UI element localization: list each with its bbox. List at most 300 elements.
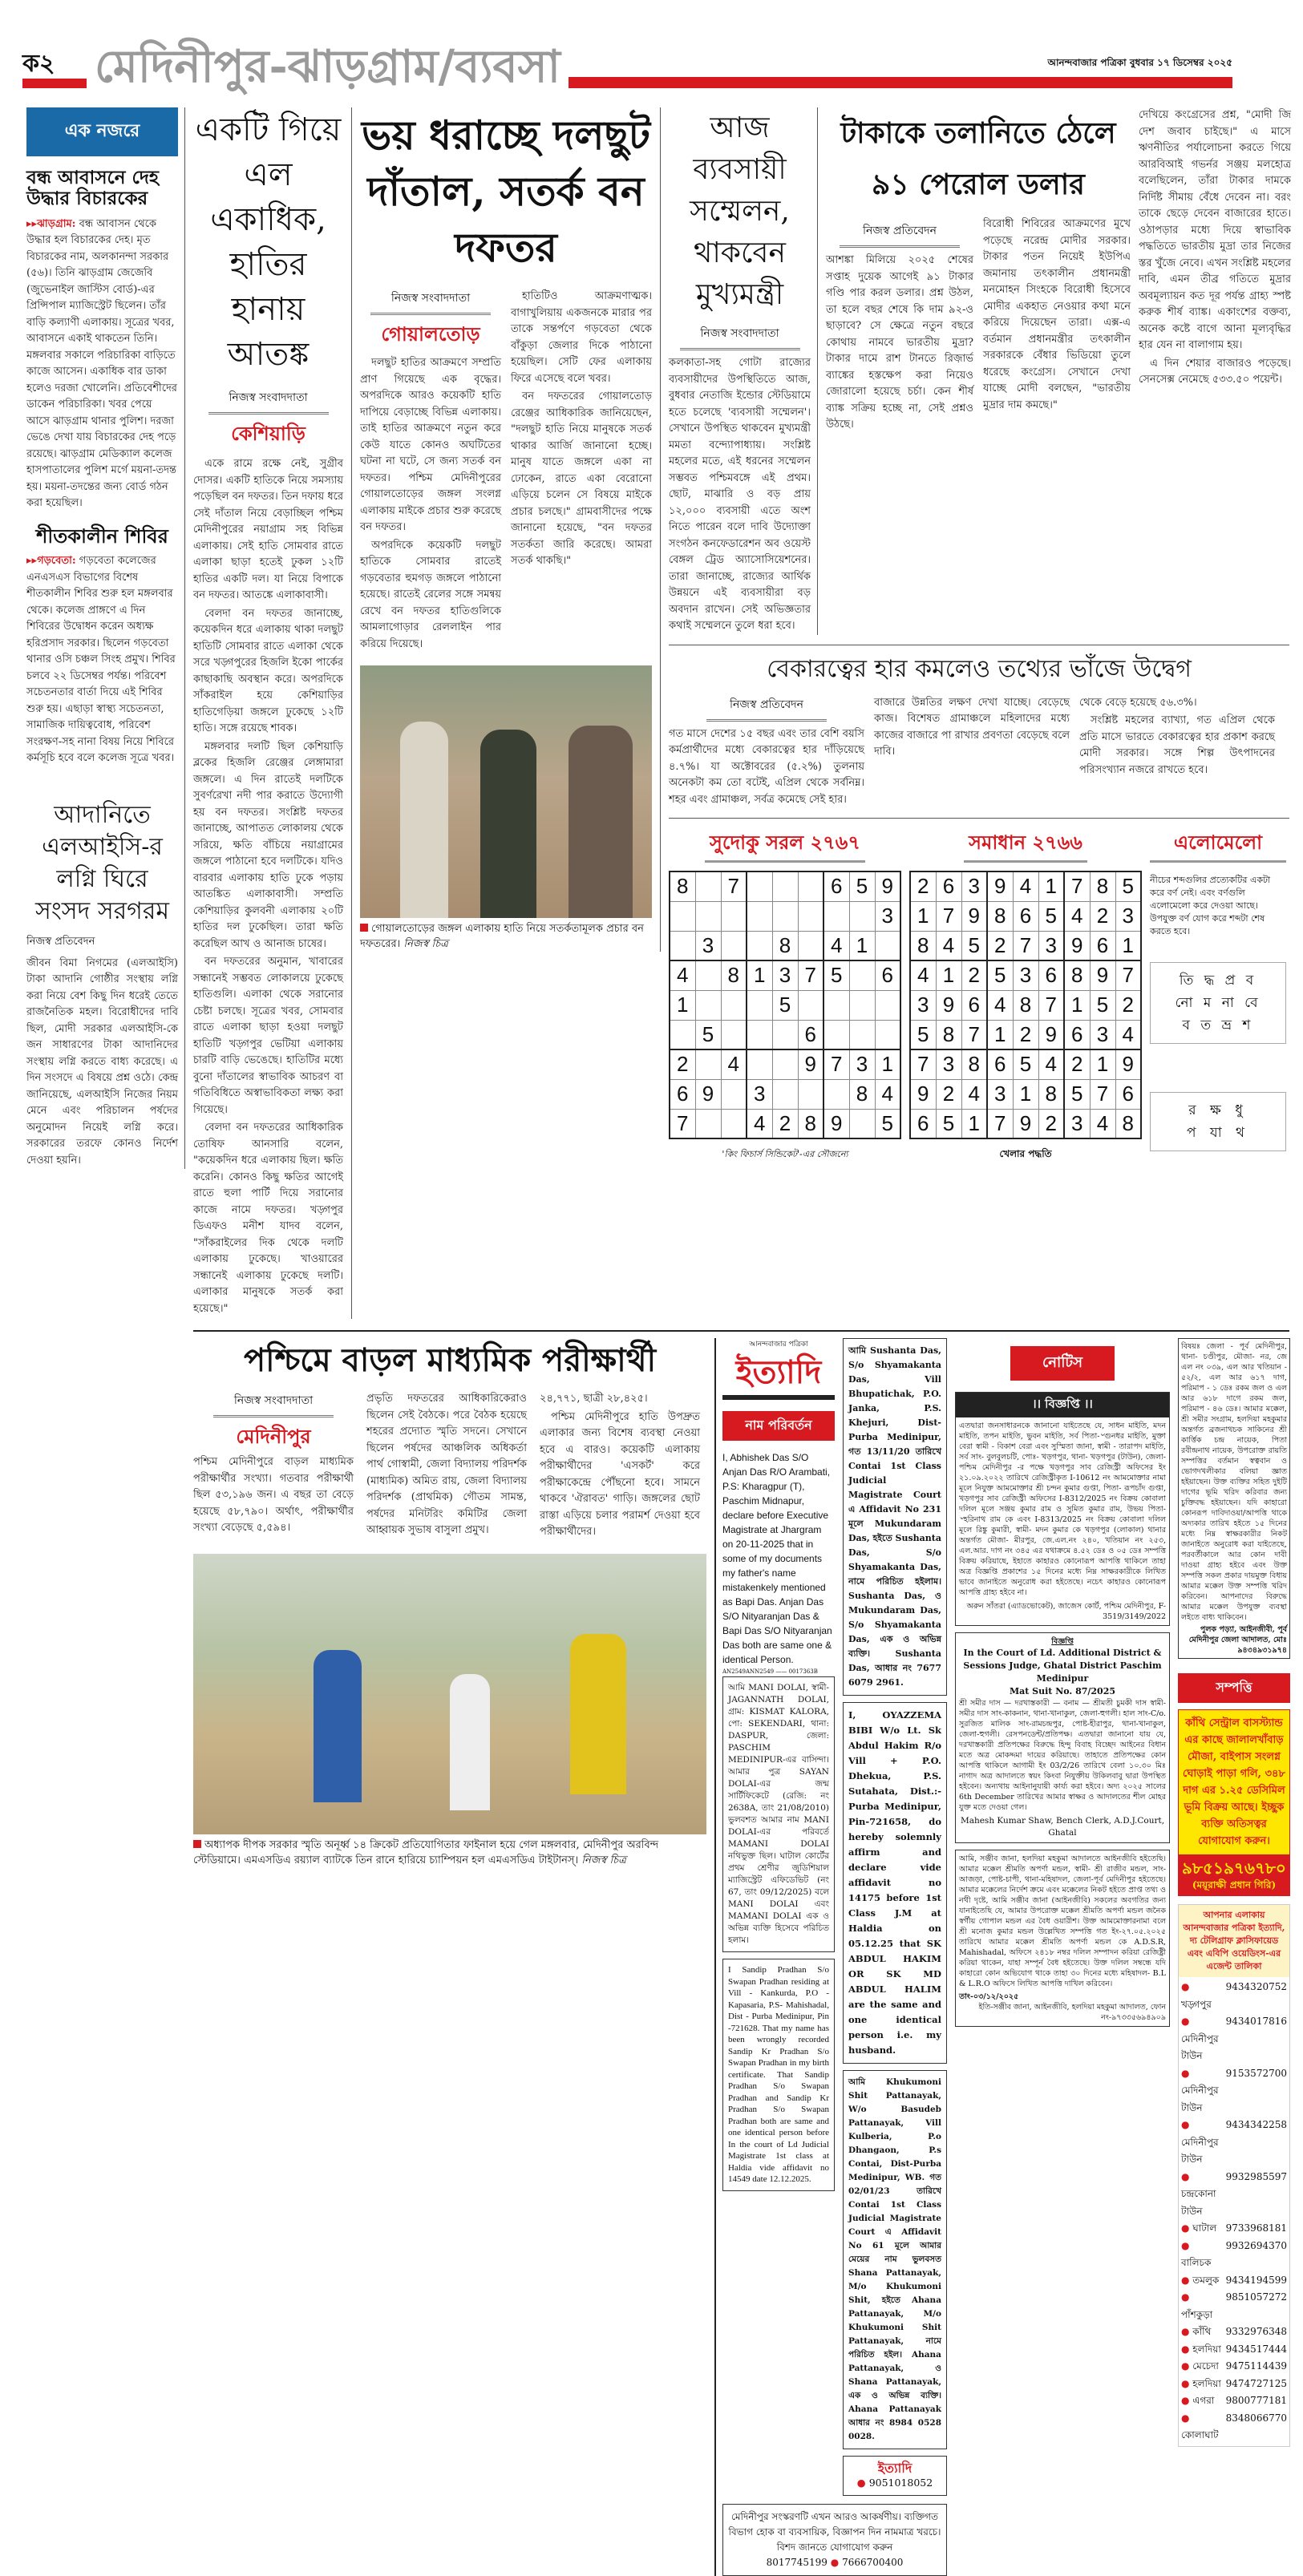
sudoku-cell: 6 — [875, 960, 900, 990]
sudoku-cell[interactable] — [747, 1049, 772, 1079]
sudoku-cell: 8 — [721, 960, 747, 990]
ityadi-contact: ইত্যাদি ● 9051018052 — [843, 2456, 947, 2496]
exam-story — [193, 1391, 706, 1543]
lawyer-notice — [955, 1850, 1170, 2027]
section-title: মেদিনীপুর-ঝাড়গ্রাম/ব্যবসা — [95, 40, 560, 93]
sudoku-cell[interactable] — [772, 871, 798, 901]
sudoku-cell[interactable] — [772, 901, 798, 931]
sudoku-cell[interactable] — [849, 1020, 875, 1049]
agent-place: ● কাঁথি — [1181, 2326, 1212, 2337]
sudoku-cell: 7 — [1115, 960, 1141, 990]
sudoku-row — [670, 1020, 900, 1049]
agent-place: ● মেদিনীপুর টাউন — [1181, 2016, 1219, 2061]
sudoku-cell[interactable] — [823, 901, 849, 931]
agent-phone: 9434194599 — [1225, 2274, 1287, 2286]
sudoku-cell: 1 — [1064, 990, 1090, 1020]
agent-row — [1181, 2341, 1287, 2359]
brand-name: ইত্যাদি — [877, 2461, 913, 2476]
sudoku-row — [670, 931, 900, 960]
sudoku-cell: 2 — [1013, 1020, 1038, 1049]
puzzle-line: ব ত ভ্র শ — [1182, 1017, 1254, 1033]
sudoku-cell: 8 — [1038, 1079, 1064, 1109]
sudoku-cell: 8 — [1115, 1109, 1141, 1138]
elomelo-puzzle-1 — [1150, 962, 1286, 1044]
sudoku-cell[interactable] — [747, 871, 772, 901]
sudoku-cell: 6 — [1090, 931, 1115, 960]
agent-phone: 9434342258 — [1225, 2119, 1287, 2130]
header-right — [569, 56, 1232, 95]
header-red-bar — [569, 77, 1232, 88]
sudoku-cell[interactable] — [721, 990, 747, 1020]
sudoku-cell: 5 — [1038, 901, 1064, 931]
sudoku-cell: 7 — [823, 1049, 849, 1079]
sudoku-cell: 1 — [849, 931, 875, 960]
sudoku-row — [910, 901, 1141, 931]
agent-row — [1181, 2065, 1287, 2117]
notice-label: নোটিস — [1010, 1346, 1115, 1381]
agent-place: ● মেদিনীপুর টাউন — [1181, 2119, 1219, 2165]
bottom-row — [193, 1330, 1289, 2576]
elomelo-title: এলোমেলো — [1150, 828, 1286, 863]
agent-place: ● মেচেদা — [1181, 2360, 1219, 2372]
agent-row — [1181, 2169, 1287, 2221]
sudoku-cell[interactable] — [747, 931, 772, 960]
classified-ad: আমি MANI DOLAI, স্বামী- JAGANNATH DOLAI, গ্রাম: KISMAT KALORA, পো: SEKENDARI, থানা: DASPUR, জেলা: PASCHIM MEDINIPUR-এর বাসিন্দা। আমার পুত্র SAYAN DOLAI-এর জন্ম সার্টিফিকেটে (রেজি: নং 2638A, তাং 21/08/2010) ভুলবশত আমার নাম MANI DOLAI-এর পরিবর্তে MAMANI DOLAI নথিভুক্ত ছিল। ঘাটাল কোর্টের প্রথম শ্রেণীর জুডিশিয়াল ম্যাজিস্ট্রেট এফিডেভিট (নং 67, তাং 09/12/2025) বলে MANI DOLAI এবং MAMANI DOLAI এক ও অভিন্ন ব্যক্তি হিসেবে পরিচিত হলাম। — [722, 1676, 835, 1952]
sudoku-row — [910, 1020, 1141, 1049]
sudoku-cell: 2 — [670, 1049, 695, 1079]
sudoku-cell: 9 — [910, 1079, 936, 1109]
elephant-story-2 — [352, 107, 661, 952]
sudoku-cell[interactable] — [721, 901, 747, 931]
sudoku-rules-title: খেলার পদ্ধতি — [999, 1148, 1052, 1159]
sudoku-cell: 3 — [1064, 1109, 1090, 1138]
sudoku-cell: 8 — [910, 931, 936, 960]
brief-body: বন্ধ আবাসন থেকে উদ্ধার হল বিচারকের দেহ। মৃত বিচারকের নাম, অলকানন্দা সরকার (৫৬)। তিনি ঝাড়গ্রাম জেজেবি (জুভেনাইল জাস্টিস বোর্ড)-এর প্রিন্সিপাল ম্যাজিস্ট্রেট ছিলেন। তাঁর বাড়ি কল্যাণী এলাকায়। সূত্রের খবর, আবাসনে একাই থাকতেন তিনি। মঙ্গলবার সকালে পরিচারিকা বাড়িতে কাজে আসেন। একাধিক বার ডাকা হলেও দরজা খোলেনি। প্রতিবেশীদের ডাকেন পরিচারিকা। খবর পেয়ে আসে ঝাড়গ্রাম থানার পুলিশ। দরজা ভেঙে দেখা যায় বিচারকের দেহ পড়ে রয়েছে। ঝাড়গ্রাম মেডিক্যাল কলেজ হাসপাতালের পুলিশ মর্গে ময়না-তদন্ত হয়। ময়না-তদন্তের জন্য বোর্ড গঠন করা হয়েছিল। — [26, 217, 177, 510]
agent-place: ● এগরা — [1181, 2395, 1215, 2406]
sudoku-cell[interactable] — [875, 1020, 900, 1049]
right-block — [661, 107, 1289, 1163]
sudoku-row — [910, 990, 1141, 1020]
ad-code: AN2549ANN2549 —— 0017363B — [722, 1668, 818, 1675]
sudoku-cell: 1 — [670, 990, 695, 1020]
sudoku-cell[interactable] — [721, 931, 747, 960]
sudoku-credit: 'কিং ফিচার্স সিন্ডিকেট'-এর সৌজন্যে — [722, 1149, 848, 1159]
place-name: মেদিনীপুর — [236, 1425, 311, 1448]
player-figure — [314, 1650, 362, 1802]
sudoku-cell: 7 — [721, 871, 747, 901]
paragraph: বেলদা বন দফতরের আধিকারিক তোষিফ আনসারি বলেন, "কয়েকদিন ধরে এলাকায় ছিল। ক্ষতি করেনি। কোনও কিছু ক্ষতির আগেই রাতে হুলা পার্টি দিয়ে সরানোর কাজে নামে দফতর। খড়্গপুর ডিএফও মনীশ যাদব বলেন, "সাঁকরাইলের দিক থেকে দলটি এলাকায় ঢুকেছে। খাওয়ারের সন্ধানেই এলাকায় ঢুকেছে দলটি। এলাকার মানুষকে সতর্ক করা হয়েছে।" — [193, 1122, 343, 1315]
sudoku-cell: 3 — [961, 871, 987, 901]
agent-row — [1181, 2376, 1287, 2393]
puzzles-row — [669, 818, 1289, 1163]
photo-caption: গোয়ালতোড়ের জঙ্গল এলাকায় হাতি নিয়ে সতর্কতামূলক প্রচার বন দফতরের। নিজস্ব চিত্র — [360, 923, 644, 950]
sudoku-row — [910, 931, 1141, 960]
sudoku-cell: 8 — [849, 1079, 875, 1109]
sudoku-cell[interactable] — [772, 1079, 798, 1109]
agent-place: ● বালিচক — [1181, 2239, 1212, 2268]
place-name: কেশিয়াড়ি — [231, 422, 306, 445]
sudoku-row — [910, 960, 1141, 990]
sudoku-cell: 8 — [1013, 990, 1038, 1020]
agent-row — [1181, 2289, 1287, 2323]
sudoku-cell: 7 — [1013, 931, 1038, 960]
agents-box — [1178, 1904, 1290, 2447]
sudoku-cell: 3 — [1038, 931, 1064, 960]
sudoku-row — [670, 1109, 900, 1138]
agent-phone: 9800777181 — [1225, 2395, 1287, 2406]
sudoku-cell[interactable] — [670, 901, 695, 931]
agent-place: ● কোলাঘাট — [1181, 2412, 1219, 2441]
promo-phone: 8017745199 — [766, 2557, 828, 2568]
sudoku-cell: 4 — [1013, 871, 1038, 901]
sudoku-cell: 9 — [936, 990, 961, 1020]
sudoku-cell[interactable] — [798, 901, 823, 931]
elomelo-puzzle-2 — [1150, 1092, 1286, 1151]
sudoku-cell[interactable] — [875, 931, 900, 960]
sudoku-cell: 9 — [987, 871, 1013, 901]
agents-list — [1179, 1977, 1289, 2446]
sudoku-cell: 6 — [798, 1020, 823, 1049]
ek-nojore-column — [26, 107, 185, 1169]
sudoku-row — [670, 871, 900, 901]
lead-headline: ভয় ধরাচ্ছে দলছুট দাঁতাল, সতর্ক বন দফতর — [361, 111, 651, 271]
sudoku-cell[interactable] — [849, 960, 875, 990]
sudoku-cell: 8 — [1090, 871, 1115, 901]
ityadi-column — [722, 1338, 835, 2191]
sudoku-cell[interactable] — [695, 990, 721, 1020]
brand-small: আনন্দবাজার পত্রিকা — [749, 1341, 808, 1349]
puzzle-line: র ক্ষ ধু — [1188, 1102, 1248, 1118]
sudoku-cell: 2 — [1115, 990, 1141, 1020]
paragraph: প্রভৃতি দফতরের আধিকারিকেরাও ছিলেন সেই বৈঠকে। পরে বৈঠক হয়েছে শহরের প্রদ্যোত স্মৃতি সদনে। সেখানে ছিলেন পর্ষদের আঞ্চলিক অধিকর্তা পার্থ গোস্বামী, জেলা বিদ্যালয় পরিদর্শক (মাধ্যমিক) অমিত রায়, জেলা বিদ্যালয় পরিদর্শক (প্রাথমিক) গৌতম সামন্ত, পর্ষদের মনিটরিং কমিটির জেলা আহ্বায়ক সুভাষ বাসুলা প্রমুখ। — [366, 1393, 527, 1536]
sudoku-cell[interactable] — [849, 990, 875, 1020]
sudoku-cell[interactable] — [721, 1079, 747, 1109]
agent-phone: 9851057272 — [1225, 2291, 1287, 2303]
sudoku-cell[interactable] — [695, 901, 721, 931]
sudoku-row — [910, 1109, 1141, 1138]
byline: নিজস্ব সংবাদদাতা — [370, 289, 491, 315]
sudoku-grid[interactable] — [669, 871, 901, 1139]
lic-body: জীবন বিমা নিগমের (এলআইসি) টাকা আদানি গোষ্ঠীর সংস্থায় লগ্নি করা নিয়ে বেশ কিছু দিন ধরেই তেতে রাজনৈতিক মহল। বিরোধীদের দাবি ছিল, মোদী সরকার এলআইসি-কে জন সাধারণের টাকা আদানিদের সংস্থায় লগ্নি করতে বাধ্য করেছে। এ দিন সংসদে এ বিষয়ে প্রশ্ন ওঠে। কেন্দ্র জানিয়েছে, এলআইসি নিজের নিয়ম মেনে এবং পরিচালন পর্ষদের অনুমোদন নিয়েই লগ্নি করে। সরকারের তরফে কোনও নির্দেশ দেওয়া হয়নি। — [26, 956, 178, 1167]
story-body: কলকাতা-সহ গোটা রাজ্যের ব্যবসায়ীদের উপস্থিতিতে আজ, বুধবার নেতাজি ইন্ডোর স্টেডিয়ামে হতে চলেছে 'ব্যবসায়ী সম্মেলন'। সেখানে উপস্থিত থাকবেন মুখ্যমন্ত্রী মমতা বন্দ্যোপাধ্যায়। সংশ্লিষ্ট মহলের মতে, এই ধরনের সম্মেলন সম্ভবত পশ্চিমবঙ্গে এই প্রথম। ছোট, মাঝারি ও বড় প্রায় ১২,০০০ ব্যবসায়ী এতে অংশ নিতে পারেন বলে দাবি উদ্যোক্তা সংগঠন কনফেডারেশন অব ওয়েস্ট বেঙ্গল ট্রেড অ্যাসোসিয়েশনের। তারা জানাচ্ছে, রাজ্যের আর্থিক উন্নয়নে এই ব্যবসায়ীরা বড় অবদান রাখেন। সেই অভিজ্ঞতার কথাই সম্মেলনে তুলে ধরা হবে। — [669, 357, 811, 632]
sudoku-cell: 4 — [721, 1049, 747, 1079]
brief-headline: বন্ধ আবাসনে দেহ উদ্ধার বিচারকের — [26, 167, 159, 210]
top-stories-row — [193, 107, 1289, 1319]
sudoku-cell: 7 — [1090, 1079, 1115, 1109]
player-figure — [450, 1674, 490, 1810]
right-ads-column — [1178, 1338, 1290, 2447]
sudoku-cell: 3 — [695, 931, 721, 960]
agent-row — [1181, 2410, 1287, 2445]
sudoku-cell: 9 — [1013, 1109, 1038, 1138]
sudoku-cell[interactable] — [823, 1079, 849, 1109]
sudoku-cell: 7 — [670, 1109, 695, 1138]
byline: নিজস্ব প্রতিবেদন — [840, 221, 960, 248]
sudoku-cell: 6 — [1064, 1020, 1090, 1049]
brief-headline: শীতকালীন শিবির — [36, 524, 168, 548]
sudoku-cell: 2 — [1090, 901, 1115, 931]
elomelo-instructions: নীচের শব্দগুলির প্রত্যেকটির একটা করে বর্ণ নেই। এবং বর্ণগুলি এলোমেলো করে দেওয়া আছে। উপযুক্ত বর্ণ যোগ করে শব্দটা শেষ করতে হবে। — [1150, 875, 1271, 936]
sudoku-cell[interactable] — [695, 1049, 721, 1079]
sudoku-cell[interactable] — [798, 871, 823, 901]
sudoku-solution-title: সমাধান ২৭৬৬ — [964, 828, 1087, 863]
sudoku-cell[interactable] — [747, 901, 772, 931]
rupee-story-continued — [1139, 107, 1291, 390]
agent-phone: 9932694370 — [1225, 2239, 1287, 2251]
sudoku-cell[interactable] — [695, 960, 721, 990]
sudoku-cell[interactable] — [670, 1020, 695, 1049]
agent-phone: 9153572700 — [1225, 2067, 1287, 2079]
agents-title: আপনার এলাকায় আনন্দবাজার পত্রিকা ইত্যাদি, দ্য টেলিগ্রাফ ক্লাসিফায়েড এবং এবিপি ওয়েডিংস-এর এজেন্ট তালিকা — [1179, 1905, 1289, 1977]
property-label: সম্পত্তি — [1178, 1673, 1290, 1703]
court-head: In the Court of Ld. Additional District & Sessions Judge, Ghatal District Paschim Medinipur — [963, 1648, 1162, 1684]
property-ad — [1178, 1709, 1290, 1896]
paragraph: সংশ্লিষ্ট মহলের ব্যাখ্যা, গত এপ্রিল থেকে প্রতি মাসে ভারতে বেকারত্বের হার প্রকাশ করছে মোদী সরকার। সঙ্গে শিল্প উৎপাদনের পরিসংখ্যান নজরে রাখতে হবে। — [1079, 714, 1275, 776]
dateline: ▸▸ঝাড়গ্রাম: — [26, 217, 76, 230]
brief-body: গড়বেতা কলেজের এনএসএস বিভাগের বিশেষ শীতকালীন শিবির শুরু হল মঙ্গলবার থেকে। কলেজ প্রাঙ্গণে এ দিন শিবিরের উদ্বোধন করেন অধ্যক্ষ হরিপ্রসাদ সরকার। ছিলেন গড়বেতা থানার ওসি চঞ্চল সিংহ প্রমুখ। শিবির চলবে ২২ ডিসেম্বর পর্যন্ত। পরিবেশ সচেতনতার বার্তা দিয়ে এই শিবির শুরু হয়। এছাড়া স্বাস্থ্য সচেতনতা, সামাজিক দায়িত্ববোধ, পরিবেশ সংরক্ষণ-সহ নানা বিষয় নিয়ে শিবিরে কর্মসূচি হবে বলে কলেজ সূত্রে খবর। — [26, 555, 176, 765]
sudoku-cell[interactable] — [721, 1109, 747, 1138]
sudoku-cell: 4 — [670, 960, 695, 990]
paragraph: দেখিয়ে কংগ্রেসের প্রশ্ন, "মোদী জি দেশ জবাব চাইছে।" এ মাসে ঋণনীতির পর্যালোচনা করতে গিয়ে আরবিআই গভর্নর সঞ্জয় মলহোত্র বলেছিলেন, তাঁরা টাকার দামকে নির্দিষ্ট সীমায় বেঁধে দেবেন না। বরং তাকে ছেড়ে দেবেন বাজারের হাতে। ওঠাপড়ার মধ্যে দিয়ে স্বাভাবিক পদ্ধতিতে ভারতীয় মুদ্রা তার নিজের স্তর খুঁজে নেবে। এখন সংশ্লিষ্ট মহলের দাবি, এমন তীব্র গতিতে মুদ্রার অবমূল্যায়ন কত দূর পর্যন্ত গ্রাহ্য স্পষ্ট করুক শীর্ষ ব্যাঙ্ক। একাংশের বক্তব্য, অনেক কষ্টে বাগে আনা মূল্যবৃদ্ধির হার যেন না বালাগাম হয়। — [1139, 109, 1291, 351]
sudoku-cell[interactable] — [747, 990, 772, 1020]
paragraph: পশ্চিম মেদিনীপুরে বাড়ল মাধ্যমিক পরীক্ষার্থীর সংখ্যা। গতবার পরীক্ষার্থী ছিল ৫৩,১৯৬ জন। এ বছর তা বেড়ে হয়েছে ৫৮,৭৯০। অর্থাৎ, পরীক্ষার্থীর সংখ্যা বেড়েছে ৫,৫৯৪। — [193, 1456, 354, 1534]
sudoku-cell: 6 — [961, 990, 987, 1020]
notice-signature: অরুন সাঁতরা (এ্যাডভোকেট), জাজেস কোর্ট, পশ্চিম মেদিনীপুর, F-3519/3149/2022 — [966, 1602, 1166, 1621]
sudoku-cell: 9 — [1090, 960, 1115, 990]
agent-place: ● তমলুক — [1181, 2274, 1220, 2286]
sudoku-cell: 8 — [670, 871, 695, 901]
sudoku-cell[interactable] — [798, 1079, 823, 1109]
agent-place: ● হলদিয়া — [1181, 2377, 1221, 2389]
sudoku-cell[interactable] — [823, 1020, 849, 1049]
sudoku-cell: 6 — [1038, 960, 1064, 990]
page-number: ক২ — [22, 50, 55, 78]
ek-nojore-label: এক নজরে — [26, 107, 178, 156]
agent-phone: 9475114439 — [1225, 2360, 1287, 2372]
sudoku-cell: 2 — [1038, 1109, 1064, 1138]
sudoku-cell: 5 — [875, 1109, 900, 1138]
sudoku-cell: 5 — [987, 960, 1013, 990]
paragraph: এ দিন শেয়ার বাজারও পড়েছে। সেনসেক্স নেমেছে ৫৩৩.৫০ পয়েন্ট। — [1139, 357, 1291, 386]
paragraph: থেকে বেড়ে হয়েছে ৫৬.৩%। — [1079, 696, 1197, 709]
sudoku-cell: 7 — [936, 901, 961, 931]
agent-row — [1181, 2323, 1287, 2341]
lawyer-body: আমি, সঞ্জীব জানা, হলদিয়া মহকুমা আদালতে আইনজীবি হইতেছি। আমার মক্কেল শ্রীমতি অপর্ণা মন্ডল, স্বামী- শ্রী রাজীব মন্ডল, সাং-আজড়া, পোষ্ট-চাপী, থানা-মহিষাদল, জেলা-পূর্ব মেদিনীপুর হইতেছে। আমার মক্কেলের নির্দেশ ক্রমে এবং মক্কেলের নিকট হইতে প্রাপ্ত তথ্য ও নথী দৃষ্টে, আমি সঞ্জীব জানা (আইনজীবি) সকলের অবগতির জন্য যানাইতেছি যে, আমার উপরোক্ত মক্কেল শ্রীমতি অপর্ণা মন্ডল জনৈক স্বর্গীয় গোপাল মন্ডল এর বৈধ ওয়ারীশ। উক্ত আমমোক্তারনামা বলে শ্রী মনোজ কুমার মন্ডল উল্লেখিত সম্পত্তি গত ইং-২৭.০৫.২০২৫ তারিখে আমার মক্কেল শ্রীমতি অপর্ণা মন্ডল কে A.D.S.R, Mahishadal, অফিসে ২৪১৮ নম্বর দলিল সম্পাদন করিয়া রেজিষ্ট্রী করিয়া থাকেন, যাহা সম্পূর্ন বৈধ হইতেছে। উক্ত দলিল সম্বন্ধে যদি কাহারো কোন অভিযোগ থাকে তাহা ৩০ দিনের মধ্যে মহিষাদল- B.L & L.R.O অফিসে লিখিত আপত্তি দাখিল করিবেন। — [959, 1854, 1166, 1988]
sudoku-cell: 5 — [1115, 871, 1141, 901]
classified-ad: I, OYAZZEMA BIBI W/o Lt. Sk Abdul Hakim R/o Vill + P.O. Dhekua, P.S. Sutahata, Dist.:- Purba Medinipur, Pin-721658, do hereby solemnly affirm and declare vide affidavit no 14175 before 1st Class J.M at Haldia on 05.12.25 that SK ABDUL HAKIM OR SK MD ABDUL HALIM are the same and one identical person i.e. my husband. — [843, 1702, 947, 2064]
agent-phone: 8348066770 — [1225, 2412, 1287, 2424]
agent-phone: 9474727125 — [1225, 2377, 1287, 2389]
promo-text: মেদিনীপুর সংস্করণটি এখন আরও আকর্ষণীয়। ব্যক্তিগত বিভাগ হোক বা ব্যবসায়িক, বিজ্ঞাপন দিন নামমাত্র খরচে। বিশদ জানতে যোগাযোগ করুন — [728, 2511, 941, 2553]
sudoku-cell: 8 — [772, 931, 798, 960]
sudoku-cell: 7 — [1038, 990, 1064, 1020]
cricket-photo — [193, 1554, 706, 1834]
story-headline: বেকারত্বের হার কমলেও তথ্যের ভাঁজে উদ্বেগ — [767, 654, 1192, 683]
sudoku-cell: 4 — [910, 960, 936, 990]
sudoku-cell: 1 — [1090, 1049, 1115, 1079]
paragraph: বন দফতরের গোয়ালতোড় রেঞ্জের আধিকারিক জানিয়েছেন, "দলছুট হাতি নিয়ে মানুষকে সতর্ক থাকার আর্জি জানানো হচ্ছে। মানুষ যাতে জঙ্গলে একা না ঢোকেন, রাতে একা বেরোনো এড়িয়ে চলেন সে বিষয়ে মাইকে প্রচার চলছে।" গ্রামবাসীদের পক্ষে জানানো হয়েছে, "বন দফতর সতর্কতা জারি করেছে। আমরা সতর্ক থাকছি।" — [511, 390, 652, 567]
sudoku-cell[interactable] — [721, 1020, 747, 1049]
promo-box: মেদিনীপুর সংস্করণটি এখন আরও আকর্ষণীয়। ব্যক্তিগত বিভাগ হোক বা ব্যবসায়িক, বিজ্ঞাপন দিন নামমাত্র খরচে। বিশদ জানতে যোগাযোগ করুন 8017745199 ● 7666700400 — [722, 2504, 947, 2576]
paragraph: আশঙ্কা মিলিয়ে ২০২৫ শেষের সপ্তাহ দুয়েক আগেই ৯১ টাকার গণ্ডি পার করল ডলার। প্রশ্ন উঠল, তা হলে বছর শেষে কি দাম ৯২-ও ছাড়াবে? সে ক্ষেত্রে নতুন বছরে কোথায় নামবে ভারতীয় মুদ্রা? টাকার দামে রাশ টানতে রিজ়ার্ভ ব্যাঙ্কের হস্তক্ষেপ করা নিয়েও জোরালো হয়েছে চর্চা। কেন শীর্ষ ব্যাঙ্ক সক্রিয় হচ্ছে না, সেই প্রশ্নও উঠছে। — [826, 254, 973, 431]
sudoku-cell[interactable] — [849, 901, 875, 931]
sudoku-row — [910, 1079, 1141, 1109]
sudoku-cell: 4 — [823, 931, 849, 960]
byline: নিজস্ব প্রতিবেদন — [26, 935, 95, 948]
sudoku-cell[interactable] — [772, 1020, 798, 1049]
sudoku-cell: 3 — [875, 901, 900, 931]
rupee-story — [826, 107, 1131, 434]
puzzle-line: তি দ্ধ প্র ব — [1179, 973, 1257, 989]
paragraph: হাতিটিও আক্রমণাত্মক। বাগাখুলিয়ায় একজনকে মারার পর তাকে সন্তর্পণে গড়বেতা থেকে বাঁকুড়া জেলার দিকে পাঠানো হয়েছিল। সেটি ফের এলাকায় ফিরে এসেছে বলে খবর। — [511, 290, 652, 385]
sudoku-cell: 9 — [1115, 1049, 1141, 1079]
sudoku-cell: 5 — [961, 931, 987, 960]
sudoku-row — [670, 990, 900, 1020]
sudoku-cell: 3 — [772, 960, 798, 990]
sudoku-cell: 5 — [823, 960, 849, 990]
puzzle-line: নো ম না বে — [1175, 995, 1261, 1011]
sudoku-cell[interactable] — [695, 871, 721, 901]
byline: নিজস্ব সংবাদদাতা — [213, 1391, 334, 1417]
sudoku-cell: 5 — [1013, 1049, 1038, 1079]
sudoku-cell: 8 — [961, 1049, 987, 1079]
sudoku-row — [670, 1079, 900, 1109]
sudoku-cell: 9 — [695, 1079, 721, 1109]
sudoku-cell: 2 — [936, 1079, 961, 1109]
ityadi-logo: ইত্যাদি — [722, 1350, 835, 1400]
page-header — [0, 0, 1303, 95]
sudoku-cell: 5 — [936, 1109, 961, 1138]
paragraph: দলছুট হাতির আক্রমণে সম্প্রতি প্রাণ গিয়েছে এক বৃদ্ধের। অপরদিকে আরও কয়েকটি হাতি দাপিয়ে বেড়াচ্ছে বিভিন্ন এলাকায়। তাই হাতির আক্রমণে নতুন করে কেউ যাতে কোনও অঘটিতের ঘটনা না ঘটে, সে জন্য সতর্ক বন দফতর। পশ্চিম মেদিনীপুরের গোয়ালতোড়ের জঙ্গল সংলগ্ন এলাকায় মাইকে প্রচার শুরু করেছে বন দফতর। — [360, 357, 501, 533]
land-notice-body: বিষয়ঃ জেলা - পূর্ব মেদিনীপুর, থানা- চণ্ডীপুর, মৌজা- নর, জে এল নং ০৩৯, এল আর খতিয়ান - ৫২/২, এল আর ৬১৭ দাগ, পরিমাপ - ১ ডেঃ রকম জল ও এল আর ৬১৮ দাগে রকম জল, পরিমাপ - ৪৬ ডেঃ। আমার মক্কেল, শ্রী সমীর সংগ্রাম, হলদিয়া মহকুমার অন্তর্গত ব্রজনাথচক সাকিনের শ্রী কার্ত্তিক চন্দ্র নায়েক, পিতা রবীন্দ্রনাথ নায়েক, উপরোক্ত রায়তি সম্পত্তির বর্তমান স্বত্ববান ও ভোগদখলীকার বলিয়া জ্ঞাত হইয়াছেন। উক্ত ব্যক্তির সহিত দুইটি দাগের ভূমি খরিদ করিবার জন্য চুক্তিবদ্ধ হইয়াছেন। যদি কাহারো কোনরূপ দাবিদাওয়া/আপত্তি থাকে অদ্যকার তারিখ হইতে ১৫ দিনের মধ্যে নিম্ন স্বাক্ষরকারীর নিকট জানাইতে অনুরোধ করা যাইতেছে, পরবর্তীকালে আর কোন দাবী দাওয়া গ্রাহ্য হইবে এবং উক্ত সম্পত্তি সকল প্রকার দায়মুক্ত বিধায় আমার মক্কেল উক্ত সম্পত্তি খরিদ করিবেন। আপনাদের বিরুদ্ধে আমার মক্কেল উপযুক্ত ব্যবস্থা লইতে বাধ্য থাকিবেন। — [1181, 1342, 1287, 1622]
sudoku-cell: 7 — [910, 1049, 936, 1079]
place-name: গোয়ালতোড় — [381, 322, 480, 346]
elephant-story-1 — [193, 107, 352, 1319]
sudoku-cell: 6 — [910, 1109, 936, 1138]
person-figure — [400, 722, 448, 918]
court-notice — [955, 1632, 1170, 1843]
story-headline: আজ ব্যবসায়ী সম্মেলন, থাকবেন মুখ্যমন্ত্রী — [690, 111, 790, 311]
sudoku-cell[interactable] — [772, 1049, 798, 1079]
sudoku-cell: 2 — [987, 931, 1013, 960]
court-suit: Mat Suit No. 87/2025 — [1009, 1686, 1116, 1696]
agent-place: ● ঘাটাল — [1181, 2222, 1217, 2234]
sudoku-cell: 9 — [823, 1109, 849, 1138]
byline: নিজস্ব সংবাদদাতা — [208, 388, 329, 415]
agent-phone: 9332976348 — [1225, 2326, 1287, 2337]
sudoku-cell: 2 — [1064, 1049, 1090, 1079]
sudoku-cell[interactable] — [798, 990, 823, 1020]
sudoku-cell: 9 — [1038, 1020, 1064, 1049]
dateline: ▸▸গড়বেতা: — [26, 555, 76, 568]
sudoku-cell[interactable] — [798, 931, 823, 960]
classified-ad: I Sandip Pradhan S/o Swapan Pradhan residing at Vill - Kankurda, P.O - Kapasaria, P.S- Mahishadal, Dist - Purba Medinipur, Pin -721628. That my name has been wrongly recorded Sandip Kr Pradhan S/o Swapan Pradhan in my birth certificate. That Sandip Pradhan S/o Swapan Pradhan and Sandip Kr Pradhan S/o Swapan Pradhan both are same and one identical person before In the court of Ld Judicial Magistrate 1st class at Haldia vide affidavit no 14549 date 12.12.2025. — [722, 1959, 835, 2191]
sudoku-cell: 4 — [1115, 1020, 1141, 1049]
paragraph: ২৪,৭৭১, ছাত্রী ২৮,৪২৫। — [540, 1393, 648, 1405]
main-area — [185, 107, 1289, 2576]
agent-place: ● হলদিয়া — [1181, 2343, 1221, 2355]
notice-body: এতদ্বারা জনসাধারনকে জানানো যাইতেছে যে, সাধন মাইতি, মদন মাইতি, তপন মাইতি, ভুবন মাইতি, সর্ব পিতা-৺গুনধর মাইতি, মুক্তা বেরা স্বামী - বিকাশ বেরা এবং সুস্মিতা জানা, স্বামী - তারাপদ মাইতি, সর্ব সাং- বুলবুলচটি, পোঃ- খড়গপুর, থানা- খড়গপুর (টাউন), জেলা- পশ্চিম মেদিনীপুর -র পক্ষে খড়গপুর সাব রেজিস্ট্রী অফিসের ইং ২১.০৯.২০২২ তারিখে রেজিস্ট্রীকৃত I-10612 নং আমমোক্তার নামা মূলে নিযুক্ত আমমোক্তার শ্রী চন্দন কুমার গুপ্তা, পিতা- রূপচাঁদ গুপ্তা, খড়গপুর সাব রেজিস্ট্রী অফিসের I-8312/2025 নং বিক্রয় কোবালা দলিল মূলে সঞ্জয় কুমার রাম ও সুমিত কুমার রাম, উভয় পিতা- ৺হরিনাথ রাম কে এবং I-8313/2025 নং বিক্রয় কোবালা দলিল মূলে রিঙ্কু কুমারী, স্বামী- মদন কুমার কে খড়গপুর (লোকাল) থানার অন্তর্গত মৌজা- মীরপুর, জে.এল.নং ২৪০, খতিয়ান নং ২৫৩, এল.আর. দাগ নং ৩৪৫ এর যথাক্রমে ৪.৫২ ডেঃ ও ০৫ ডেঃ সম্পত্তি বিক্রয় করিয়াছে, ইহাতে কাহারও কোনোরূপ আপত্তি থাকিলে তাহা অত্র বিজ্ঞপ্তি প্রকাশের ১৫ দিনের মধ্যে নিম্ন সাক্ষরকারীকে লিখিত ভাবে জানাইতে অনুরোধ করা হইতেছে। নচেৎ কাহারও কোনোরূপ আপত্তি গ্রাহ্য হইবে না। — [959, 1421, 1166, 1597]
person-figure — [569, 726, 633, 918]
sudoku-cell: 6 — [987, 1049, 1013, 1079]
sudoku-cell: 4 — [936, 931, 961, 960]
agent-row — [1181, 2220, 1287, 2238]
court-signature: Mahesh Kumar Shaw, Bench Clerk, A.D.J.Court, Ghatal — [960, 1816, 1165, 1838]
agent-place: ● চন্দ্রকোনা টাউন — [1181, 2170, 1216, 2217]
agent-row — [1181, 1979, 1287, 2013]
sudoku-row — [670, 901, 900, 931]
sudoku-cell: 8 — [936, 1020, 961, 1049]
paragraph: একে রামে রক্ষে নেই, সুগ্রীব দোসর। একটি হাতিকে নিয়ে সমস্যায় পড়েছিল বন দফতর। তিন দফায় ধরে সেই দাঁতাল নিয়ে বেড়াচ্ছিল পশ্চিম মেদিনীপুরের নয়াগ্রাম সহ বিভিন্ন এলাকায়। সেই হাতি সোমবার রাতে এলাকা ছাড়া হতেই ঢুকল ১২টি হাতির একটি দল। যা নিয়ে বিপাকে বন দফতর। আতঙ্কে এলাকাবাসী। — [193, 458, 343, 601]
page-number-underbar — [22, 79, 87, 88]
classified-column-2 — [843, 1338, 947, 2496]
sudoku-cell[interactable] — [747, 1020, 772, 1049]
sudoku-cell: 8 — [798, 1109, 823, 1138]
land-notice-signature: পুলক পড়্যা, আইনজীবী, পূর্ব মেদিনীপুর জেলা আদালত, মোঃ ৯৪৩৪৯৩১৯৭৪ — [1188, 1625, 1287, 1655]
story-headline: একটি গিয়ে এল একাধিক, হাতির হানায় আতঙ্ক — [195, 111, 342, 373]
promo-phone: 7666700400 — [842, 2557, 904, 2568]
sudoku-cell[interactable] — [849, 1109, 875, 1138]
property-contact-name: (ময়ূরাক্ষী প্রধান গিরি) — [1192, 1879, 1277, 1891]
story-headline: টাকাকে তলানিতে ঠেলে ৯১ পেরোল ডলার — [840, 116, 1116, 201]
sudoku-cell: 6 — [670, 1079, 695, 1109]
sudoku-row — [910, 1049, 1141, 1079]
sudoku-cell: 5 — [1064, 1079, 1090, 1109]
page-number-block — [22, 50, 87, 95]
agent-row — [1181, 2117, 1287, 2169]
sudoku-cell[interactable] — [670, 931, 695, 960]
sudoku-row — [670, 960, 900, 990]
byline: নিজস্ব সংবাদদাতা — [680, 324, 800, 350]
property-phone: ৯৮৫১৯৭৬৭৮০ — [1182, 1858, 1286, 1878]
paragraph: গত মাসে দেশের ১৫ বছর এবং তার বেশি বয়সি কর্মপ্রার্থীদের মধ্যে বেকারত্বের হার দাঁড়িয়েছে ৪.৭%। যা অক্টোবরের (৫.২%) তুলনায় অনেকটা কম তো বটেই, এপ্রিল থেকে সর্বনিম্ন। শহর এবং গ্রামাঞ্চল, সর্বত্র কমেছে সেই হার। — [669, 727, 864, 806]
sudoku-cell[interactable] — [875, 990, 900, 1020]
sudoku-cell: 3 — [1115, 901, 1141, 931]
sudoku-cell: 9 — [1064, 931, 1090, 960]
classifieds-section — [714, 1338, 1289, 2576]
sudoku-cell: 1 — [1038, 871, 1064, 901]
agent-phone: 9932985597 — [1225, 2170, 1287, 2182]
agent-place: ● খড়্গপুর — [1181, 1981, 1212, 2010]
agent-phone: 9733968181 — [1225, 2222, 1287, 2234]
court-body: শ্রী সমীর দাস — দরখাস্তকারী — বনাম — শ্রীমতী চুমকী দাস স্বামী-সমীর দাস সাং-কাকনান, থানা-খানাকুল, জেলা-হুগলী। হাল সাং-C/o. সুরজিত মালিক সাং-রামচন্দ্রপুর, পোষ্ট-হীরাপুর, থানা-খানাকুল, জেলা-হুগলী। রেসপনডেন্ট/প্রতিপক্ষ। এতদ্বারা জানানো যায় যে, দরখাস্তকারী প্রতিপক্ষের বিরুদ্ধে হিন্দু বিবাহ বিচ্ছেদ আইনের বিধান মতে অত্র মোকদ্দমা দায়ের করিয়াছে। তাহাতে প্রতিপক্ষের কোন আপত্তি থাকিলে আগামী ইং 03/2/26 তারিখে বেলা ১০.৩০ মিঃ নাগাদ অত্র আদালতে স্বয়ং কিংবা নিযুক্তীয় উকিলবাবু দ্বারা উপস্থিত হইবেন। অন্যথায় আইনানুযায়ী কার্য্য করা হইবে। অদ্য ২০২৫ সালের 6th December তারিখের আমার স্বাক্ষর ও আদালতের শীল মোহর যুক্ত মতে দেওয়া গেল। — [959, 1699, 1166, 1812]
exam-section — [193, 1338, 706, 1868]
photo-caption: অধ্যাপক দীপক সরকার স্মৃতি অনূর্ধ্ব ১৪ ক্রিকেট প্রতিযোগিতার ফাইনাল হয়ে গেল মঙ্গলবার, মেদিনীপুর অরবিন্দ স্টেডিয়ামে। এমএসডিএ রয়্যাল ব্যাটকে তিন রানে হারিয়ে চ্যাম্পিয়ন হল এমএসডিএ টাইটানস্। নিজস্ব চিত্র — [193, 1838, 659, 1866]
sudoku-cell: 3 — [849, 1049, 875, 1079]
land-notice — [1178, 1338, 1290, 1659]
agent-row — [1181, 2238, 1287, 2272]
sudoku-cell[interactable] — [695, 1109, 721, 1138]
sudoku-cell: 5 — [695, 1020, 721, 1049]
classified-ad: I, Abhishek Das S/O Anjan Das R/O Arambati, P.S: Kharagpur (T), Paschim Midnapur, declare before Executive Magistrate at Jhargram on 20-11-2025 that in some of my documents my father's name mistakenkely mentioned as Bapi Das. Anjan Das S/O Nityaranjan Das & Bapi Das S/O Nityaranjan Das both are same one & identical Person. — [722, 1452, 832, 1665]
sudoku-cell: 6 — [1013, 901, 1038, 931]
sudoku-cell: 1 — [747, 960, 772, 990]
notices-column — [955, 1338, 1170, 2027]
paragraph: মঙ্গলবার দলটি ছিল কেশিয়াড়ি ব্লকের হিজলি রেঞ্জের লেঙ্গামারা জঙ্গলে। এ দিন রাতেই দলটিকে সুবর্ণরেখা নদী পার করাতে উদ্যোগী হয় বন দফতর। সংশ্লিষ্ট দফতর জানাচ্ছে, আপাতত লোকালয় থেকে সরিয়ে, ক্ষতি বাঁচিয়ে নয়াগ্রামের জঙ্গলে পাঠানো হবে দলটিকে। যদিও বারবার এলাকায় হাতি ঢুকে পড়ায় আতঙ্কিত এলাকাবাসী। সম্প্রতি কেশিয়াড়ির কুলবনী এলাকায় ২০টি হাতির দল ঢুকেছিল। তারা ক্ষতি করেছিল আখ ও আনাজ চাষের। — [193, 740, 343, 950]
sudoku-cell[interactable] — [823, 990, 849, 1020]
sudoku-cell: 4 — [1064, 901, 1090, 931]
sudoku-cell: 1 — [875, 1049, 900, 1079]
sudoku-cell: 5 — [772, 990, 798, 1020]
agent-row — [1181, 2358, 1287, 2376]
sudoku-cell: 8 — [1064, 960, 1090, 990]
sudoku-cell: 7 — [1064, 871, 1090, 901]
agent-row — [1181, 2392, 1287, 2410]
business-meet-story — [669, 107, 818, 635]
sudoku-cell: 9 — [875, 871, 900, 901]
sudoku-cell: 7 — [987, 1109, 1013, 1138]
contact-phone: 9051018052 — [868, 2477, 933, 2489]
